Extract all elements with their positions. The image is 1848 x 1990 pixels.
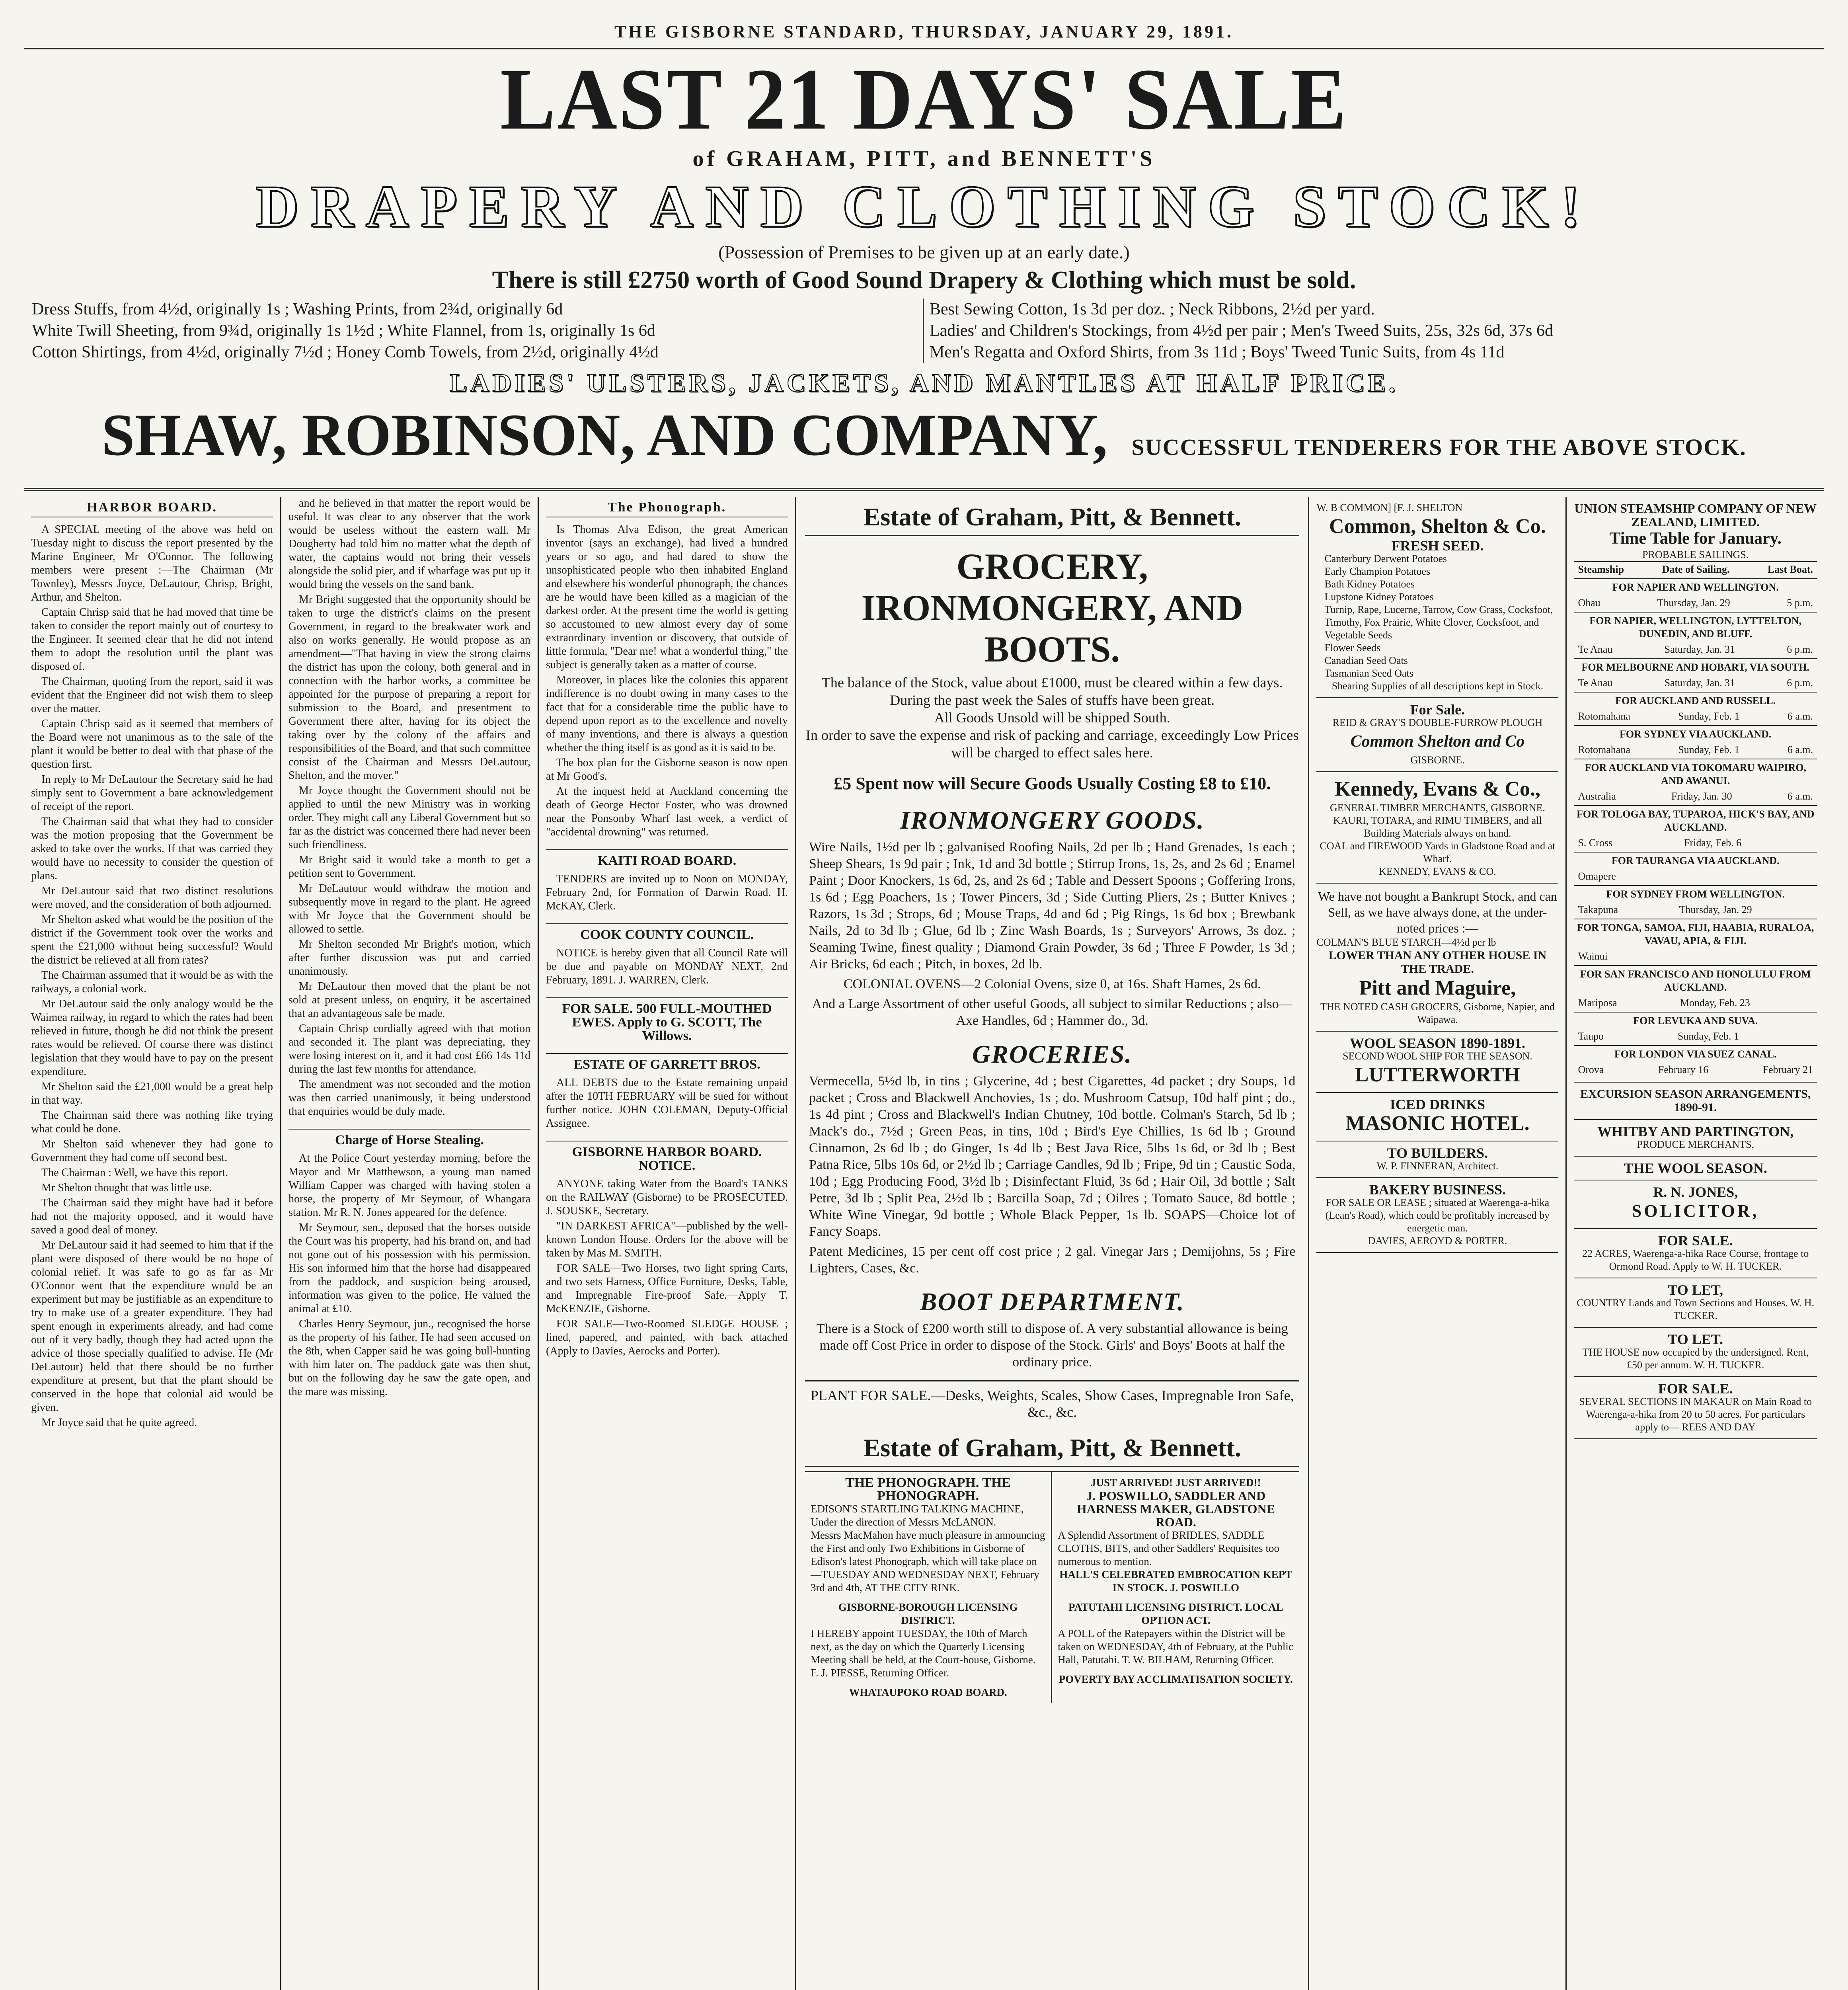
- notice-head: JUST ARRIVED! JUST ARRIVED!!: [1091, 1477, 1261, 1489]
- price-item: Ladies' and Children's Stockings, from 4½d per pair ; Men's Tweed Suits, 25s, 32s 6d, 37s 6d: [930, 322, 1554, 340]
- tenderers: SUCCESSFUL TENDERERS FOR THE ABOVE STOCK.: [1131, 434, 1747, 460]
- bakery-ad: [1316, 1178, 1558, 1253]
- route-cell: Monday, Feb. 23: [1680, 997, 1750, 1009]
- route-cell: February 16: [1658, 1064, 1709, 1075]
- colonial-ovens: COLONIAL OVENS—2 Colonial Ovens, size 0, at 16s. Shaft Hames, 2s 6d.: [843, 977, 1261, 991]
- notice-text: NOTICE is hereby given that all Council Rate will be due and payable on MONDAY NEXT, 2nd February, 1891. J. WARREN, Clerk.: [546, 947, 788, 986]
- route-cell: 6 a.m.: [1787, 710, 1813, 722]
- solicitor: SOLICITOR,: [1632, 1201, 1759, 1221]
- route-row: [1574, 675, 1817, 690]
- seed-item: Lupstone Kidney Potatoes: [1324, 591, 1434, 603]
- kennedy-ad: [1316, 772, 1558, 884]
- wool-season: WOOL SEASON 1890-1891.: [1349, 1035, 1525, 1051]
- notice-head: PATUTAHI LICENSING DISTRICT. LOCAL OPTION ACT.: [1068, 1601, 1283, 1626]
- article-paragraph: Mr Joyce thought the Government should not be applied to until the new Ministry was in working order. They might call any Liberal Government but so far as the district was concerned there had never been such friendliness.: [289, 784, 531, 851]
- timetable-header: [1574, 561, 1817, 577]
- article-paragraph: Charles Henry Seymour, jun., recognised the horse as the property of his father. He had seen accused on the 8th, when Capper said he was going bull-hunting with him later on. The paddock gate was then shut, but on the following day he saw the gate open, and the mare was missing.: [289, 1318, 531, 1398]
- top-rule: [24, 48, 1824, 49]
- builders-ad: [1316, 1141, 1558, 1178]
- route-name: FOR AUCKLAND AND RUSSELL.: [1574, 692, 1817, 709]
- whitby-sub: PRODUCE MERCHANTS,: [1637, 1139, 1754, 1150]
- article-paragraph: Mr DeLautour said the only analogy would be the Waimea railway, in regard to which the rates had been relieved in future, though he did not think the present rates would be relieved. Of course there was distinct legislation that they would have to pay on the present expenditure.: [31, 998, 273, 1078]
- boot-heading: BOOT DEPARTMENT.: [920, 1288, 1185, 1316]
- wool-ship-ad: [1316, 1032, 1558, 1093]
- gisborne: GISBORNE.: [1410, 754, 1465, 766]
- notice-text: HALL'S CELEBRATED EMBROCATION KEPT IN STOCK. J. POSWILLO: [1059, 1569, 1292, 1594]
- kennedy-sub: GENERAL TIMBER MERCHANTS, GISBORNE.: [1329, 802, 1545, 814]
- union-title: UNION STEAMSHIP COMPANY OF NEW ZEALAND, LIMITED.: [1574, 501, 1817, 529]
- house-ad: [1574, 1328, 1817, 1377]
- header-cell: Steamship: [1578, 564, 1624, 575]
- route-cell: Wainui: [1578, 950, 1608, 962]
- route-cell: 5 p.m.: [1787, 597, 1813, 609]
- to-let: TO LET.: [1668, 1331, 1723, 1347]
- subcolumn-right: [1052, 1472, 1299, 1703]
- route-cell: Orova: [1578, 1064, 1604, 1075]
- estate-title-2: Estate of Graham, Pitt, & Bennett.: [805, 1430, 1299, 1467]
- fresh-seed: FRESH SEED.: [1391, 538, 1484, 554]
- masonic: MASONIC HOTEL.: [1345, 1112, 1530, 1135]
- whitby: WHITBY AND PARTINGTON,: [1597, 1124, 1794, 1139]
- route-cell: Omapere: [1578, 870, 1616, 882]
- route-cell: Thursday, Jan. 29: [1657, 597, 1730, 609]
- route-list: [1574, 578, 1817, 1077]
- article-paragraph: Moreover, in places like the colonies this apparent indifference is no doubt owing in many cases to the fact that for a considerable time the public have to depend upon report as to the excellence and novelty of many inventions, and there is always a question whether the thing itself is as good as it is said to be.: [546, 674, 788, 754]
- route-row: [1574, 642, 1817, 657]
- route-name: FOR MELBOURNE AND HOBART, VIA SOUTH.: [1574, 658, 1817, 675]
- seed-item: Canadian Seed Oats: [1324, 655, 1408, 666]
- notice-text: A Splendid Assortment of BRIDLES, SADDLE CLOTHS, BITS, and other Saddlers' Requisites too numerous to mention.: [1058, 1529, 1280, 1567]
- second-ship: SECOND WOOL SHIP FOR THE SEASON.: [1343, 1050, 1532, 1062]
- probable: PROBABLE SAILINGS.: [1642, 549, 1749, 560]
- acres: 22 ACRES, Waerenga-a-hika Race Course, frontage to Ormond Road. Apply to W. H. TUCKER.: [1582, 1248, 1809, 1272]
- route-cell: 6 p.m.: [1787, 677, 1813, 689]
- lease: FOR SALE OR LEASE ; situated at Waerenga-a-hika (Lean's Road), which could be profitably increased by energetic man.: [1325, 1197, 1550, 1234]
- route-row: [1574, 742, 1817, 757]
- bankrupt: We have not bought a Bankrupt Stock, and can Sell, as we have always done, at the under-noted prices :—: [1318, 889, 1557, 935]
- price-item: Men's Regatta and Oxford Shirts, from 3s 11d ; Boys' Tweed Tunic Suits, from 4s 11d: [930, 343, 1505, 361]
- article-paragraph: Mr Bright said it would take a month to get a petition sent to Government.: [289, 854, 531, 880]
- price-item: Best Sewing Cotton, 1s 3d per doz. ; Neck Ribbons, 2½d per yard.: [930, 300, 1375, 318]
- route-cell: Takapuna: [1578, 904, 1618, 915]
- notice-text: A POLL of the Ratepayers within the District will be taken on WEDNESDAY, 4th of February, at the Public Hall, Patutahi. T. W. BILHAM, Returning Officer.: [1058, 1627, 1293, 1666]
- kennedy-sign: KENNEDY, EVANS & CO.: [1379, 866, 1496, 877]
- route-cell: Thursday, Jan. 29: [1679, 904, 1752, 915]
- route-name: FOR NAPIER AND WELLINGTON.: [1574, 578, 1817, 595]
- horse-stealing-heading: Charge of Horse Stealing.: [289, 1129, 530, 1147]
- article-paragraph: Mr Bright suggested that the opportunity should be taken to urge the district's claims on the present Government, in regard to the breakwater work and also on works generally. He would propose as an amendment—"That having in view the strong claims the district has upon the colony, both general and in connection with the harbor works, a committee be appointed for the purpose of preparing a report for submission to the Board, and presentment to Government there after, having for its object the taking over by the colony of the affairs and responsibilities of the Board, and that such committee consist of the Chairman and Messrs DeLautour, Shelton, and the mover.": [289, 593, 531, 782]
- subcolumn-left: [805, 1472, 1052, 1703]
- country: COUNTRY Lands and Town Sections and Houses. W. H. TUCKER.: [1577, 1297, 1815, 1321]
- article-paragraph: Captain Chrisp said that he had moved that time be taken to consider the report mainly out of courtesy to the Engineer. It seemed clear that he did not intend them to adopt the resolution until the plant was disposed of.: [31, 606, 273, 673]
- route-cell: Rotomahana: [1578, 744, 1630, 755]
- route-cell: February 21: [1762, 1064, 1813, 1075]
- groceries-list: Vermecella, 5½d lb, in tins ; Glycerine, 4d ; best Cigarettes, 4d packet ; dry Soups, 1d packet ; Cross and Blackwell Anchovies, 1s ; do. Mushroom Catsup, 10d half pint ; do., 1s 4d pint ; Cross and Blackwell's Indian Chutney, 10d bottle. Colman's Starch, 5d lb ; Mack's do., 7½d ; Green Peas, in tins, 10d ; Bird's Eye Chillies, 1s 6d lb ; Ground Cinnamon, 2s 6d lb ; do Ginger, 1s 4d lb ; Best Java Rice, 5lbs 1s 6d, or 3d lb ; Best Patna Rice, 5lbs 10s 6d, or 2½d lb ; Carriage Candles, 9d lb ; Fripe, 9d tin ; Caustic Soda, 10d ; Egg Producing Food, 3½d lb ; Disinfectant Fluid, 3s 6d ; Hair Oil, 3d bottle ; Salt Petre, 3d lb ; Split Pea, 2½d lb ; Barcilla Soap, 7d ; Oilres ; Tomato Sauce, 8d bottle ; White Wine Vinegar, 9d bottle ; Whole Black Pepper, 1s lb. SOAPS—Choice lot of Fancy Soaps.: [809, 1074, 1296, 1239]
- article-paragraph: Mr Shelton thought that was little use.: [41, 1182, 212, 1194]
- bakery: BAKERY BUSINESS.: [1369, 1182, 1506, 1198]
- route-name: FOR LONDON VIA SUEZ CANAL.: [1574, 1045, 1817, 1062]
- to-let-ad: [1574, 1278, 1817, 1328]
- to-let: TO LET,: [1668, 1282, 1723, 1298]
- column-harbor-board: [24, 497, 281, 1990]
- article-paragraph: Mr DeLautour said that two distinct resolutions were moved, and the consideration of both adjourned.: [31, 885, 273, 911]
- route-cell: Australia: [1578, 790, 1616, 802]
- notice-text: Messrs MacMahon have much pleasure in announcing the First and only Two Exhibitions in Gisborne of Edison's latest Phonograph, which will take place on—TUESDAY AND WEDNESDAY NEXT, February 3rd and 4th, AT THE CITY RINK.: [811, 1529, 1045, 1594]
- column-union-steamship: [1567, 497, 1824, 1990]
- estate-subcolumns: [805, 1471, 1299, 1703]
- pitt-title: Pitt and Maguire,: [1359, 977, 1516, 999]
- jones-ad: [1574, 1180, 1817, 1229]
- route-cell: Friday, Feb. 6: [1684, 837, 1742, 849]
- column-common-shelton: [1309, 497, 1567, 1990]
- route-cell: Taupo: [1578, 1030, 1604, 1042]
- price-grid: [24, 296, 1824, 365]
- article-paragraph: The Chairman said they might have had it before had not the majority opposed, and it would have saved a good deal of money.: [31, 1197, 273, 1236]
- route-cell: Te Anau: [1578, 677, 1613, 689]
- notice-text: TENDERS are invited up to Noon on MONDAY, February 2nd, for Formation of Darwin Road. H. McKAY, Clerk.: [546, 873, 788, 912]
- route-row: [1574, 789, 1817, 804]
- route-name: FOR TOLOGA BAY, TUPAROA, HICK'S BAY, AND AUCKLAND.: [1574, 805, 1817, 835]
- ironmongery-heading: IRONMONGERY GOODS.: [900, 806, 1205, 834]
- iced-drinks-ad: [1316, 1093, 1558, 1141]
- columns: [24, 497, 1824, 1990]
- route-name: FOR LEVUKA AND SUVA.: [1574, 1012, 1817, 1029]
- firm-name: SHAW, ROBINSON, AND COMPANY,: [101, 402, 1108, 468]
- kauri: KAURI, TOTARA, and RIMU TIMBERS, and all Building Materials always on hand.: [1333, 815, 1542, 839]
- masthead: THE GISBORNE STANDARD, THURSDAY, JANUARY 29, 1891.: [614, 22, 1234, 41]
- route-cell: Sunday, Feb. 1: [1678, 744, 1740, 755]
- harbor-heading: HARBOR BOARD.: [31, 501, 273, 517]
- price-item: Cotton Shirtings, from 4½d, originally 7½d ; Honey Comb Towels, from 2½d, originally 4½d: [32, 341, 924, 363]
- sale-headline: LAST 21 DAYS' SALE: [500, 53, 1348, 148]
- notice-text: "IN DARKEST AFRICA"—published by the well-known London House. Orders for the above will be taken by Mas M. SMITH.: [546, 1220, 788, 1259]
- article-paragraph: Mr Joyce said that he quite agreed.: [41, 1416, 197, 1429]
- plant-for-sale: PLANT FOR SALE.—Desks, Weights, Scales, Show Cases, Impregnable Iron Safe, &c., &c.: [805, 1380, 1299, 1420]
- route-name: FOR TAURANGA VIA AUCKLAND.: [1574, 852, 1817, 869]
- article-paragraph: The Chairman said that what they had to consider was the motion proposing that the Government be asked to take over the works. If that was carried they would have no necessity to consider the question of plans.: [31, 816, 273, 882]
- article-paragraph: The box plan for the Gisborne season is now open at Mr Good's.: [546, 757, 788, 782]
- notice-head: KAITI ROAD BOARD.: [546, 849, 788, 868]
- route-name: FOR NAPIER, WELLINGTON, LYTTELTON, DUNEDIN, AND BLUFF.: [1574, 612, 1817, 642]
- article-paragraph: Mr DeLautour said it had seemed to him that if the plant were disposed of there would be no hope of colonial relief. It was safe to go as far as Mr O'Connor went that the expenditure would be an experiment but may be justifiable as an expenditure to try to make use of a greater expenditure. They had spent enough in experiments already, and had come out of it very badly, though they had acted upon the advice of those specially qualified to advise. He (Mr DeLautour) held that there should be no further expenditure at present, but that the plant should be conserved in the hope that colonial aid would be given.: [31, 1239, 273, 1414]
- estate-line: All Goods Unsold will be shipped South.: [934, 710, 1170, 726]
- estate-title: Estate of Graham, Pitt, & Bennett.: [805, 499, 1299, 536]
- notice-head: ESTATE OF GARRETT BROS.: [546, 1053, 788, 1071]
- route-cell: Rotomahana: [1578, 710, 1630, 722]
- shearing-supplies: Shearing Supplies of all descriptions kept in Stock.: [1331, 680, 1544, 692]
- estate-spent-note: £5 Spent now will Secure Goods Usually Costing £8 to £10.: [834, 774, 1271, 793]
- pitt-sub: THE NOTED CASH GROCERS, Gisborne, Napier, and Waipawa.: [1320, 1001, 1555, 1025]
- for-sale: FOR SALE.: [1658, 1381, 1733, 1397]
- phonograph-heading: The Phonograph.: [546, 501, 788, 517]
- route-cell: Mariposa: [1578, 997, 1617, 1009]
- article-paragraph: The amendment was not seconded and the motion was then carried unanimously, it being understood that enquiries would be duly made.: [289, 1078, 531, 1118]
- article-paragraph: The Chairman : Well, we have this report.: [41, 1167, 228, 1179]
- timetable: [1574, 561, 1817, 1077]
- excursion: EXCURSION SEASON ARRANGEMENTS, 1890-91.: [1580, 1087, 1811, 1114]
- makaur: SEVERAL SECTIONS IN MAKAUR on Main Road to Waerenga-a-hika from 20 to 50 acres. For particulars apply to— REES AND DAY: [1579, 1396, 1812, 1433]
- newspaper-page: [24, 16, 1824, 1990]
- pitt-maguire-ad: [1316, 884, 1558, 1032]
- davies: DAVIES, AEROYD & PORTER.: [1368, 1235, 1507, 1247]
- lutterworth: LUTTERWORTH: [1355, 1063, 1521, 1086]
- article-paragraph: Captain Chrisp said as it seemed that members of the Board were not unanimous as to the sale of the plant it would be better to deal with that phase of the question first.: [31, 718, 273, 771]
- route-row: [1574, 1029, 1817, 1044]
- article-paragraph: Mr Seymour, sen., deposed that the horses outside the Court was his property, had his brand on, and had not gone out of his possession with his permission. His son informed him that the horse had disappeared from the paddock, and suspicion being aroused, information was given to the police. He valued the animal at £10.: [289, 1221, 531, 1315]
- lower: LOWER THAN ANY OTHER HOUSE IN THE TRADE.: [1328, 949, 1547, 975]
- notice-text: FOR SALE. 500 FULL-MOUTHED EWES. Apply to G. SCOTT, The Willows.: [546, 997, 788, 1043]
- article-paragraph: Mr Shelton said whenever they had gone to Government they had come off second best.: [31, 1138, 273, 1164]
- common-shelton-title: Common, Shelton & Co.: [1329, 515, 1546, 538]
- estate-line: In order to save the expense and risk of packing and carriage, exceedingly Low Prices will be charged to effect sales here.: [805, 727, 1299, 761]
- proprietors: W. B COMMON] [F. J. SHELTON: [1316, 502, 1463, 513]
- jones: R. N. JONES,: [1653, 1184, 1738, 1200]
- article-paragraph: In reply to Mr DeLautour the Secretary said he had simply sent to Government a bare acknowledgement of receipt of the report.: [31, 773, 273, 813]
- route-name: FOR SAN FRANCISCO AND HONOLULU FROM AUCKLAND.: [1574, 965, 1817, 995]
- ironmongery-list: Wire Nails, 1½d per lb ; galvanised Roofing Nails, 2d per lb ; Hand Grenades, 1s each ; Sheep Shears, 1s 9d pair ; Ink, 1d and 3d bottle ; Stirrup Irons, 1s, 2s, and 2s 6d ; Enamel Paint ; Door Knockers, 1s 6d, 2s, and 2s 6d ; Table and Dessert Spoons ; Goffering Irons, 1s 6d ; Egg Poachers, 1s ; Tower Pincers, 3d ; Side Cutting Pliers, 2s ; Butter Knives ; Razors, 1s 3d ; Strops, 6d ; Mouse Traps, 4d and 6d ; Pig Rings, 1s 6d box ; Brewbank Nails, 2d to 3d lb ; Glue, 6d lb ; Zinc Wash Boards, 1s ; Surveyors' Arrows, 3s doz. ; Seaming Twine, finest quality ; Diamond Grain Powder, 3s 6d ; Three F Powder, 1s 3d ; Air Bricks, 6d each ; Pitch, in boxes, 2d lb.: [809, 840, 1296, 972]
- whitby-ad: [1574, 1120, 1817, 1157]
- route-cell: 6 a.m.: [1787, 790, 1813, 802]
- route-cell: Saturday, Jan. 31: [1664, 677, 1735, 689]
- route-row: [1574, 995, 1817, 1010]
- notice-text: EDISON'S STARTLING TALKING MACHINE, Under the direction of Messrs McLANON.: [811, 1503, 1024, 1528]
- article-paragraph: Mr Shelton asked what would be the position of the district if the Government took over the works and spent the £21,000 without being successful? Would the district be relieved at all from rates?: [31, 913, 273, 966]
- route-cell: 6 p.m.: [1787, 644, 1813, 655]
- route-name: FOR SYDNEY VIA AUCKLAND.: [1574, 725, 1817, 742]
- article-paragraph: A SPECIAL meeting of the above was held on Tuesday night to discuss the report presented by the Marine Engineer, Mr O'Connor. The following members were present :—The Chairman (Mr Townley), Messrs Joyce, DeLautour, Chrisp, Bright, Arthur, and Shelton.: [31, 523, 273, 603]
- house: THE HOUSE now occupied by the undersigned. Rent, £50 per annum. W. H. TUCKER.: [1582, 1346, 1809, 1371]
- route-row: [1574, 949, 1817, 964]
- column-phonograph: [539, 497, 796, 1990]
- common-shelton-ad: [1316, 497, 1558, 698]
- the-wool-season: THE WOOL SEASON.: [1624, 1160, 1767, 1176]
- article-paragraph: and he believed in that matter the report would be useful. It was clear to any observer that the work would be useless without the eastern wall. Mr Dougherty had told him no matter what the depth of water, the captains would not bring their vessels alongside the solid pier, and if wharfage was put up it would bring the vessels on the sand bank.: [289, 497, 531, 591]
- estate-subtitle: GROCERY, IRONMONGERY, AND BOOTS.: [861, 546, 1243, 669]
- notice-head: GISBORNE-BOROUGH LICENSING DISTRICT.: [838, 1601, 1018, 1626]
- article-paragraph: Is Thomas Alva Edison, the great American inventor (says an exchange), had lived a hundred years or so ago, and had dared to show the unsophisticated people who then inhabited England and elsewhere his wonderful phonograph, the chances are he would have been killed as a magician of the darkest order. At the present time the world is getting so accustomed to new almost every day of some extraordinary invention or discovery, that outside of little formula, "Dear me! what a wonderful thing," the subject is generally taken as a matter of course.: [546, 523, 788, 671]
- route-row: [1574, 1062, 1817, 1077]
- boot-body: There is a Stock of £200 worth still to dispose of. A very substantial allowance is being made off Cost Price in order to dispose of the Stock. Girls' and Boys' Boots at half the ordinary price.: [816, 1321, 1288, 1370]
- estate-line: The balance of the Stock, value about £1000, must be cleared within a few days.: [821, 675, 1283, 691]
- notice-head: GISBORNE HARBOR BOARD. NOTICE.: [546, 1141, 788, 1173]
- seed-item: Early Champion Potatoes: [1324, 566, 1431, 577]
- article-paragraph: Mr Shelton said the £21,000 would be a great help in that way.: [31, 1081, 273, 1106]
- header-cell: Last Boat.: [1767, 564, 1813, 575]
- notice-text: ALL DEBTS due to the Estate remaining unpaid after the 10TH FEBRUARY will be sued for without further notice. JOHN COLEMAN, Deputy-Official Assignee.: [546, 1077, 788, 1130]
- iced-drinks: ICED DRINKS: [1390, 1096, 1485, 1112]
- route-cell: 6 a.m.: [1787, 744, 1813, 755]
- article-paragraph: Mr DeLautour would withdraw the motion and subsequently move in regard to the plant. He agreed with Mr Joyce that the Government should be allowed to settle.: [289, 882, 531, 935]
- article-paragraph: The Chairman assumed that it would be as with the railways, a colonial work.: [31, 969, 273, 995]
- notice-head: POVERTY BAY ACCLIMATISATION SOCIETY.: [1059, 1673, 1293, 1685]
- route-row: [1574, 595, 1817, 610]
- estate-line: During the past week the Sales of stuffs have been great.: [890, 692, 1215, 708]
- route-row: [1574, 835, 1817, 850]
- route-cell: Friday, Jan. 30: [1671, 790, 1732, 802]
- route-row: [1574, 869, 1817, 884]
- coal: COAL and FIREWOOD Yards in Gladstone Road and at Wharf.: [1320, 840, 1556, 864]
- route-name: FOR AUCKLAND VIA TOKOMARU WAIPIRO, AND AWANUI.: [1574, 759, 1817, 789]
- route-row: [1574, 709, 1817, 724]
- starch: COLMAN'S BLUE STARCH—4½d per lb: [1316, 936, 1496, 948]
- sale-of-line: of GRAHAM, PITT, and BENNETT'S: [692, 146, 1156, 171]
- article-paragraph: The Chairman said there was nothing like trying what could be done.: [31, 1109, 273, 1135]
- route-cell: Te Anau: [1578, 644, 1613, 655]
- notice-text: I HEREBY appoint TUESDAY, the 10th of March next, as the day on which the Quarterly Licensing Meeting shall be held, at the Court-house, Gisborne. F. J. PIESSE, Returning Officer.: [811, 1627, 1036, 1679]
- article-paragraph: At the Police Court yesterday morning, before the Mayor and Mr Matthewson, a young man named William Capper was charged with having stolen a horse, the property of Mr Seymour, of Whangara station. Mr R. N. Jones appeared for the defence.: [289, 1152, 531, 1219]
- to-builders: TO BUILDERS.: [1387, 1145, 1488, 1161]
- for-sale: For Sale.: [1410, 702, 1465, 718]
- seed-item: Turnip, Rape, Lucerne, Tarrow, Cow Grass, Cocksfoot, Timothy, Fox Prairie, White Clover, Cocksfoot, and Vegetable Seeds: [1324, 604, 1553, 641]
- notice-text: FOR SALE—Two-Roomed SLEDGE HOUSE ; lined, papered, and painted, with back attached (Apply to Davies, Aerocks and Porter).: [546, 1318, 788, 1357]
- article-paragraph: Captain Chrisp cordially agreed with that motion and seconded it. The plant was depreciating, they were losing interest on it, and it had cost £66 14s 11d during the last few months for attendance.: [289, 1022, 531, 1075]
- seed-item: Flower Seeds: [1324, 642, 1381, 654]
- firm-row: [24, 401, 1824, 469]
- route-cell: Saturday, Jan. 31: [1664, 644, 1735, 655]
- route-cell: Ohau: [1578, 597, 1600, 609]
- acres-ad: [1574, 1229, 1817, 1278]
- plough-ad: [1316, 698, 1558, 772]
- sale-stock: DRAPERY AND CLOTHING STOCK!: [255, 174, 1593, 240]
- seed-item: Canterbury Derwent Potatoes: [1324, 553, 1447, 564]
- kennedy-title: Kennedy, Evans & Co.,: [1334, 778, 1541, 800]
- seed-item: Tasmanian Seed Oats: [1324, 667, 1413, 679]
- notice-head: COOK COUNTY COUNCIL.: [546, 923, 788, 942]
- seed-list: [1316, 552, 1558, 680]
- sale-ulsters: LADIES' ULSTERS, JACKETS, AND MANTLES AT HALF PRICE.: [449, 369, 1399, 398]
- notice-head: THE PHONOGRAPH. THE PHONOGRAPH.: [845, 1475, 1011, 1503]
- route-cell: Sunday, Feb. 1: [1677, 1030, 1739, 1042]
- estate-advertisement: [796, 497, 1309, 1990]
- article-paragraph: The Chairman, quoting from the report, said it was evident that the Engineer did not wish them to sleep over the matter.: [31, 675, 273, 715]
- for-sale: FOR SALE.: [1658, 1233, 1733, 1249]
- article-paragraph: At the inquest held at Auckland concerning the death of George Hector Foster, who was drowned near the Ponsonby Wharf last week, a verdict of "accidental drowning" was returned.: [546, 785, 788, 838]
- plough: REID & GRAY'S DOUBLE-FURROW PLOUGH: [1332, 717, 1543, 728]
- patent-medicines: Patent Medicines, 15 per cent off cost price ; 2 gal. Vinegar Jars ; Demijohns, 5s ; Fire Lighters, Cases, &c.: [809, 1244, 1296, 1276]
- notice-text: ANYONE taking Water from the Board's TANKS on the RAILWAY (Gisborne) to be PROSECUTED. J. SOUSKE, Secretary.: [546, 1178, 788, 1217]
- makaur-ad: [1574, 1377, 1817, 1439]
- notice-head: J. POSWILLO, SADDLER AND HARNESS MAKER, GLADSTONE ROAD.: [1076, 1489, 1275, 1529]
- header-cell: Date of Sailing.: [1662, 564, 1730, 575]
- excursion-ad: [1574, 1083, 1817, 1120]
- architect: W. P. FINNERAN, Architect.: [1376, 1160, 1499, 1172]
- article-paragraph: Mr DeLautour then moved that the plant be not sold at present unless, on enquiry, it be ascertained that an advantageous sale be made.: [289, 980, 531, 1020]
- union-ad: [1574, 497, 1817, 1083]
- price-item: Dress Stuffs, from 4½d, originally 1s ; Washing Prints, from 2¾d, originally 6d: [32, 298, 924, 320]
- assortment: And a Large Assortment of other useful Goods, all subject to similar Reductions ; also—Axe Handles, 6d ; Hammer do., 3d.: [812, 997, 1292, 1028]
- column-middle: [281, 497, 539, 1990]
- article-paragraph: Mr Shelton seconded Mr Bright's motion, which after further discussion was put and carried unanimously.: [289, 938, 531, 977]
- estate-body: [805, 674, 1299, 761]
- route-name: FOR TONGA, SAMOA, FIJI, HAABIA, RURALOA, VAVAU, APIA, & FIJI.: [1574, 919, 1817, 949]
- groceries-heading: GROCERIES.: [972, 1040, 1133, 1068]
- sale-possession: (Possession of Premises to be given up at an early date.): [718, 242, 1130, 262]
- notice-text: FOR SALE—Two Horses, two light spring Carts, and two sets Harness, Office Furniture, Desks, Table, and Impregnable Fire-proof Safe.—Apply T. McKENZIE, Gisborne.: [546, 1262, 788, 1315]
- common-shelton-sign: Common Shelton and Co: [1350, 732, 1525, 751]
- route-name: FOR SYDNEY FROM WELLINGTON.: [1574, 885, 1817, 902]
- route-row: [1574, 902, 1817, 917]
- sale-advertisement: [24, 53, 1824, 491]
- price-item: White Twill Sheeting, from 9¾d, originally 1s 1½d ; White Flannel, from 1s, originally 1s 6d: [32, 320, 924, 341]
- seed-item: Bath Kidney Potatoes: [1324, 578, 1415, 590]
- notice-head: WHATAUPOKO ROAD BOARD.: [849, 1686, 1007, 1698]
- sale-still: There is still £2750 worth of Good Sound Drapery & Clothing which must be sold.: [492, 267, 1356, 294]
- route-cell: Sunday, Feb. 1: [1678, 710, 1740, 722]
- time-table: Time Table for January.: [1609, 529, 1782, 548]
- wool-season-ad: [1574, 1157, 1817, 1180]
- route-cell: S. Cross: [1578, 837, 1613, 849]
